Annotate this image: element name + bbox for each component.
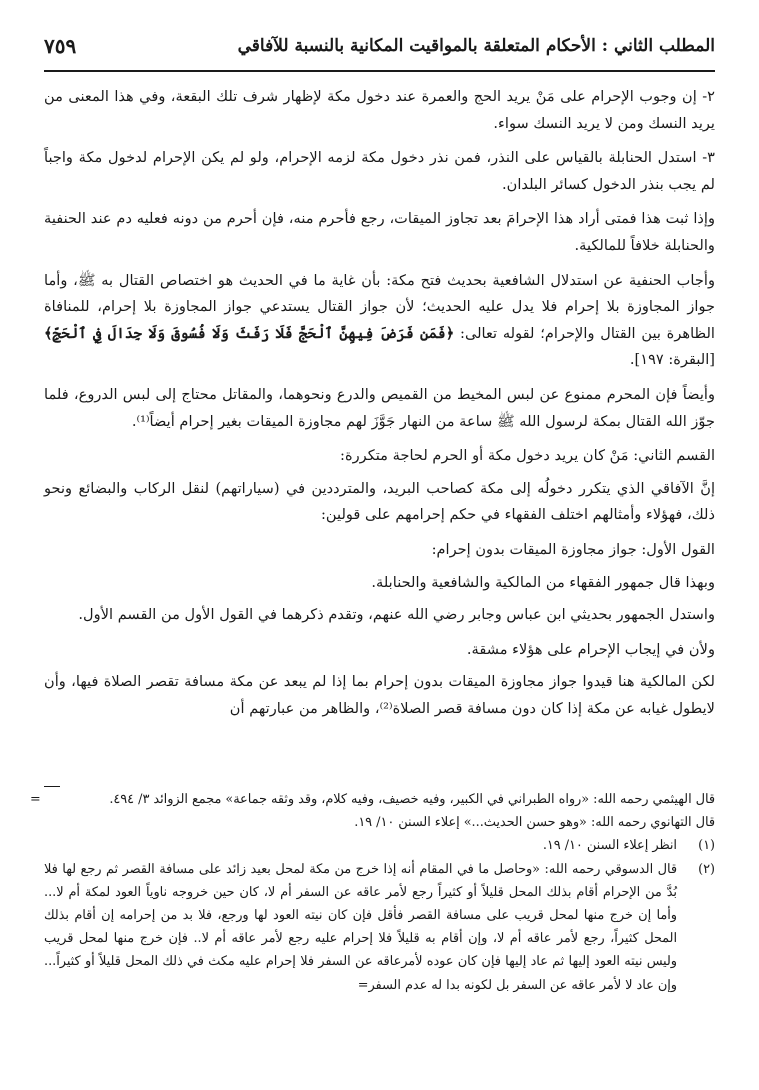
footnotes <box>30 788 715 997</box>
verse-reference: [البقرة: ١٩٧]. <box>629 351 715 369</box>
quran-verse: ﴿فَمَن فَرَضَ فِيهِنَّ ٱلْحَجَّ فَلَا رَفَثَ وَلَا فُسُوقَ وَلَا جِدَالَ فِي ٱلْحَجِّ﴾ <box>44 324 455 342</box>
footnote-1 <box>44 834 715 857</box>
paragraph <box>44 268 715 374</box>
paragraph: وبهذا قال جمهور الفقهاء من المالكية والشافعية والحنابلة. <box>371 573 715 591</box>
paragraph-text: وأجاب الحنفية عن استدلال الشافعية بحديث فتح مكة: بأن غاية ما في الحديث هو اختصاص القتال به ﷺ، وأما جواز المجاوزة بلا إحرام فلا يدل عليه الحديث؛ لأن جواز القتال يستدعي جواز المجاوزة بلا إحرام، للمنافاة الظاهرة بين القتال والإحرام؛ لقوله تعالى: <box>44 271 715 342</box>
footnote-text: قال التهانوي رحمه الله: «وهو حسن الحديث...» إعلاء السنن ١٠/ ١٩. <box>354 815 715 831</box>
paragraph: ٢- إن وجوب الإحرام على مَنْ يريد الحج والعمرة عند دخول مكة لإظهار شرف تلك البقعة، وفي هذا المعنى من يريد النسك ومن لا يريد النسك سواء. <box>44 88 715 132</box>
footnote-2 <box>44 858 715 997</box>
footnote-text: قال الدسوقي رحمه الله: «وحاصل ما في المقام أنه إذا خرج من مكة لمحل بعيد زائد على مسافة القصر ثم رجع لها فلا بُدَّ من الإحرام أقام بذلك المحل قليلاً أو كثيراً رجع لأمر عاقه عن السفر أم لا، كان حين خروجه ناوياً العود لمكة أم لا... وأما إن خرج منها لمحل قريب على مسافة القصر فأقل فإن كان نيته العود لها ورجع، فلا بد من إحرامه إن أقام بذلك المحل كثيراً، رجع لأمر عاقه أم لا، وإن أقام به قليلاً فلا إحرام عليه رجع لأمر عاقه أم لا.. فإن خرج منها لمحل قريب وليس نيته العود إليها ثم عاد إليها فإن كان عوده لأمرعاقه عن السفر فلا إحرام عليه مكث في ذلك المحل قليلاً أو كثيراً... وإن عاد لا لأمر عاقه عن السفر بل لكونه بدا له عدم السفر= <box>44 861 677 993</box>
paragraph: وإذا ثبت هذا فمتى أراد هذا الإحرامَ بعد تجاوز الميقات، رجع فأحرم منه، فإن أحرم من دونه فعليه دم عند الحنفية والحنابلة خلافاً للمالكية. <box>44 210 715 254</box>
footnote-continued <box>44 811 715 834</box>
paragraph: لكن المالكية هنا قيدوا جواز مجاوزة الميقات بدون إحرام بما إذا لم يبعد عن مكة مسافة تقصر الصلاة فيها، وأن لايطول غيابه عن مكة إذا كان دون مسافة قصر الصلاة⁽²⁾، والظاهر من عبارتهم أن <box>44 673 715 717</box>
paragraph: إنَّ الآفاقي الذي يتكرر دخولُه إلى مكة كصاحب البريد، والمترددين في (سياراتهم) لنقل الركاب والبضائع ونحو ذلك، فهؤلاء وأمثالهم اختلف الفقهاء في حكم إحرامهم على قولين: <box>44 479 715 524</box>
footnote-text: انظر إعلاء السنن ١٠/ ١٩. <box>542 838 677 854</box>
paragraph: القول الأول: جواز مجاوزة الميقات بدون إحرام: <box>431 540 715 558</box>
main-text <box>44 84 715 730</box>
footnote-separator <box>44 786 60 787</box>
footnote-number: (٢) <box>698 861 715 877</box>
paragraph: ولأن في إيجاب الإحرام على هؤلاء مشقة. <box>466 640 715 658</box>
running-title: المطلب الثاني : الأحكام المتعلقة بالمواقيت المكانية بالنسبة للآفاقي <box>237 36 715 56</box>
footnote-text: قال الهيثمي رحمه الله: «رواه الطبراني في الكبير، وفيه خصيف، وفيه كلام، وقد وثقه جماعة» مجمع الزوائد ٣/ ٤٩٤. <box>109 792 715 807</box>
footnote-continued <box>30 788 715 811</box>
section-heading: القسم الثاني: مَنْ كان يريد دخول مكة أو الحرم لحاجة متكررة: <box>340 447 715 465</box>
paragraph: وأيضاً فإن المحرم ممنوع عن لبس المخيط من القميص والدرع ونحوهما، والمقاتل محتاج إلى لبس الدروع، فلما جوّز الله القتال بمكة لرسول الله ﷺ ساعة من النهار جَوَّزَ لهم مجاوزة الميقات بغير إحرام أيضاً⁽¹⁾. <box>44 385 715 430</box>
page-number: ٧٥٩ <box>44 34 77 58</box>
footnote-number: (١) <box>698 838 715 854</box>
paragraph: واستدل الجمهور بحديثي ابن عباس وجابر رضي الله عنهم، وتقدم ذكرهما في القول الأول من القسم الأول. <box>78 606 715 624</box>
continuation-mark: = <box>30 792 41 807</box>
paragraph: ٣- استدل الحنابلة بالقياس على النذر، فمن نذر دخول مكة لزمه الإحرام، ولو لم يكن الإحرام لدخول مكة واجباً لم يجب بنذر الدخول كسائر البلدان. <box>44 149 715 193</box>
page-header <box>44 30 715 72</box>
